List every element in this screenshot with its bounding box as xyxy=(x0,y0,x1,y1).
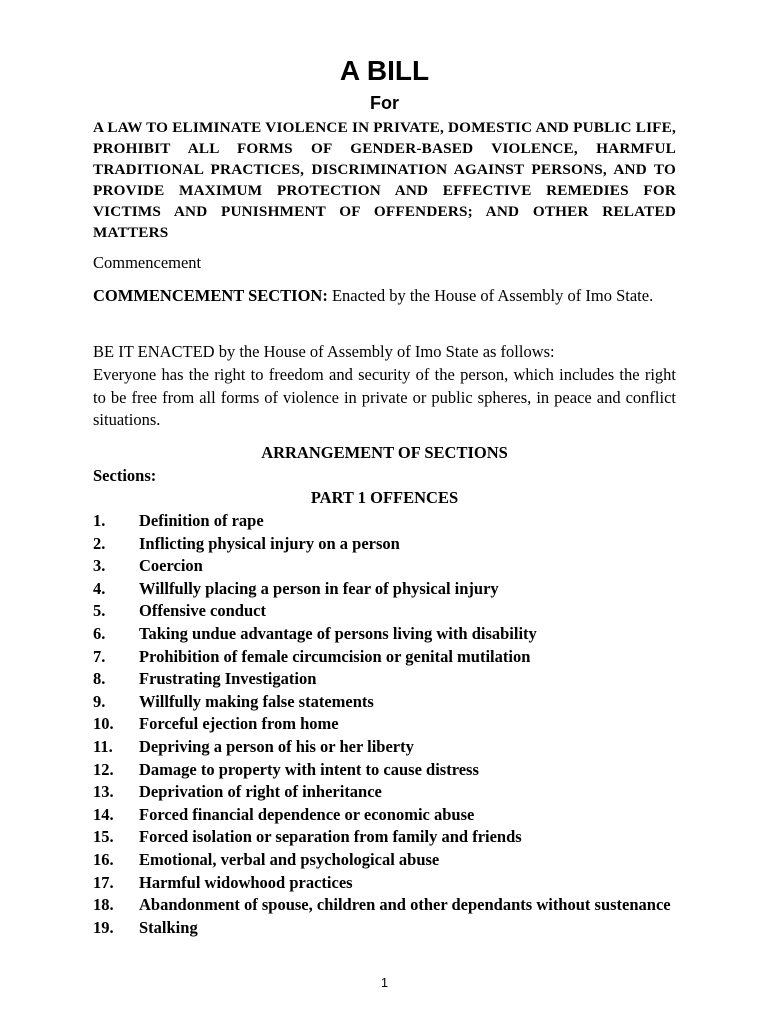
rights-statement: Everyone has the right to freedom and security of the person, which includes the right to be free from all forms of violence in private or public spheres, in peace and conflict situations. xyxy=(93,365,676,429)
section-number: 14. xyxy=(93,804,114,824)
section-list-item xyxy=(93,736,676,759)
section-list-item xyxy=(93,533,676,556)
section-title: Forceful ejection from home xyxy=(139,714,339,734)
section-list-item xyxy=(93,759,676,782)
section-list-item xyxy=(93,826,676,849)
section-list-item xyxy=(93,849,676,872)
section-title: Offensive conduct xyxy=(139,601,266,621)
section-title: Stalking xyxy=(139,917,198,937)
section-number: 9. xyxy=(93,691,106,711)
section-title: Willfully placing a person in fear of physical injury xyxy=(139,578,499,598)
bill-subtitle: For xyxy=(370,93,399,113)
commencement-label: Commencement xyxy=(93,253,202,272)
section-title: Depriving a person of his or her liberty xyxy=(139,736,414,756)
section-number: 3. xyxy=(93,556,106,576)
section-number: 2. xyxy=(93,533,106,553)
section-number: 12. xyxy=(93,759,114,779)
section-list-item xyxy=(93,646,676,669)
section-title: Coercion xyxy=(139,556,203,576)
section-list-item xyxy=(93,917,676,940)
section-number: 17. xyxy=(93,872,114,892)
section-title: Harmful widowhood practices xyxy=(139,872,353,892)
section-title: Emotional, verbal and psychological abuse xyxy=(139,849,440,869)
section-number: 11. xyxy=(93,736,113,756)
section-title: Definition of rape xyxy=(139,511,264,530)
section-title: Prohibition of female circumcision or genital mutilation xyxy=(139,646,531,666)
bill-long-title: A LAW TO ELIMINATE VIOLENCE IN PRIVATE, DOMESTIC AND PUBLIC LIFE, PROHIBIT ALL FORMS OF GENDER-BASED VIOLENCE, HARMFUL TRADITIONAL PRACTICES, DISCRIMINATION AGAINST PERSONS, AND TO PROVIDE MAXIMUM PROTECTION AND EFFECTIVE REMEDIES FOR VICTIMS AND PUNISHMENT OF OFFENDERS; AND OTHER RELATED MATTERS xyxy=(93,119,676,241)
section-list-item xyxy=(93,781,676,804)
section-list-item xyxy=(93,623,676,646)
section-title: Abandonment of spouse, children and other dependants without sustenance xyxy=(139,895,671,915)
section-title: Deprivation of right of inheritance xyxy=(139,782,382,802)
section-number: 15. xyxy=(93,827,114,847)
section-list-item xyxy=(93,713,676,736)
section-number: 18. xyxy=(93,895,114,915)
section-number: 5. xyxy=(93,601,106,621)
sections-label: Sections: xyxy=(93,466,157,485)
bill-title: A BILL xyxy=(339,55,430,86)
section-title: Inflicting physical injury on a person xyxy=(139,533,400,553)
section-number: 16. xyxy=(93,849,114,869)
page-number: 1 xyxy=(380,975,389,990)
section-title: Forced financial dependence or economic abuse xyxy=(139,804,475,824)
section-list-item xyxy=(93,510,676,533)
arrangement-heading: ARRANGEMENT OF SECTIONS xyxy=(261,443,508,462)
section-number: 10. xyxy=(93,714,114,734)
commencement-section xyxy=(93,285,676,308)
section-number: 6. xyxy=(93,623,106,643)
section-list-item xyxy=(93,578,676,601)
section-list-item xyxy=(93,600,676,623)
section-title: Taking undue advantage of persons living with disability xyxy=(139,623,537,643)
section-number: 8. xyxy=(93,669,106,689)
commencement-section-text: Enacted by the House of Assembly of Imo State. xyxy=(327,286,654,305)
section-list-item xyxy=(93,555,676,578)
section-list-item xyxy=(93,894,676,917)
enactment-clause: BE IT ENACTED by the House of Assembly of Imo State as follows: xyxy=(93,342,555,361)
section-list-item xyxy=(93,872,676,895)
section-number: 7. xyxy=(93,646,106,666)
section-title: Damage to property with intent to cause distress xyxy=(139,759,479,779)
part-heading: PART 1 OFFENCES xyxy=(310,488,459,507)
section-title: Frustrating Investigation xyxy=(139,669,317,689)
section-list-item xyxy=(93,691,676,714)
section-title: Forced isolation or separation from family and friends xyxy=(139,827,522,847)
section-list-item xyxy=(93,804,676,827)
section-number: 4. xyxy=(93,578,106,598)
commencement-section-label: COMMENCEMENT SECTION: xyxy=(93,286,328,305)
section-title: Willfully making false statements xyxy=(139,691,374,711)
section-number: 1. xyxy=(93,511,106,530)
section-number: 19. xyxy=(93,917,114,937)
sections-list xyxy=(93,510,676,939)
section-number: 13. xyxy=(93,782,114,802)
section-list-item xyxy=(93,668,676,691)
